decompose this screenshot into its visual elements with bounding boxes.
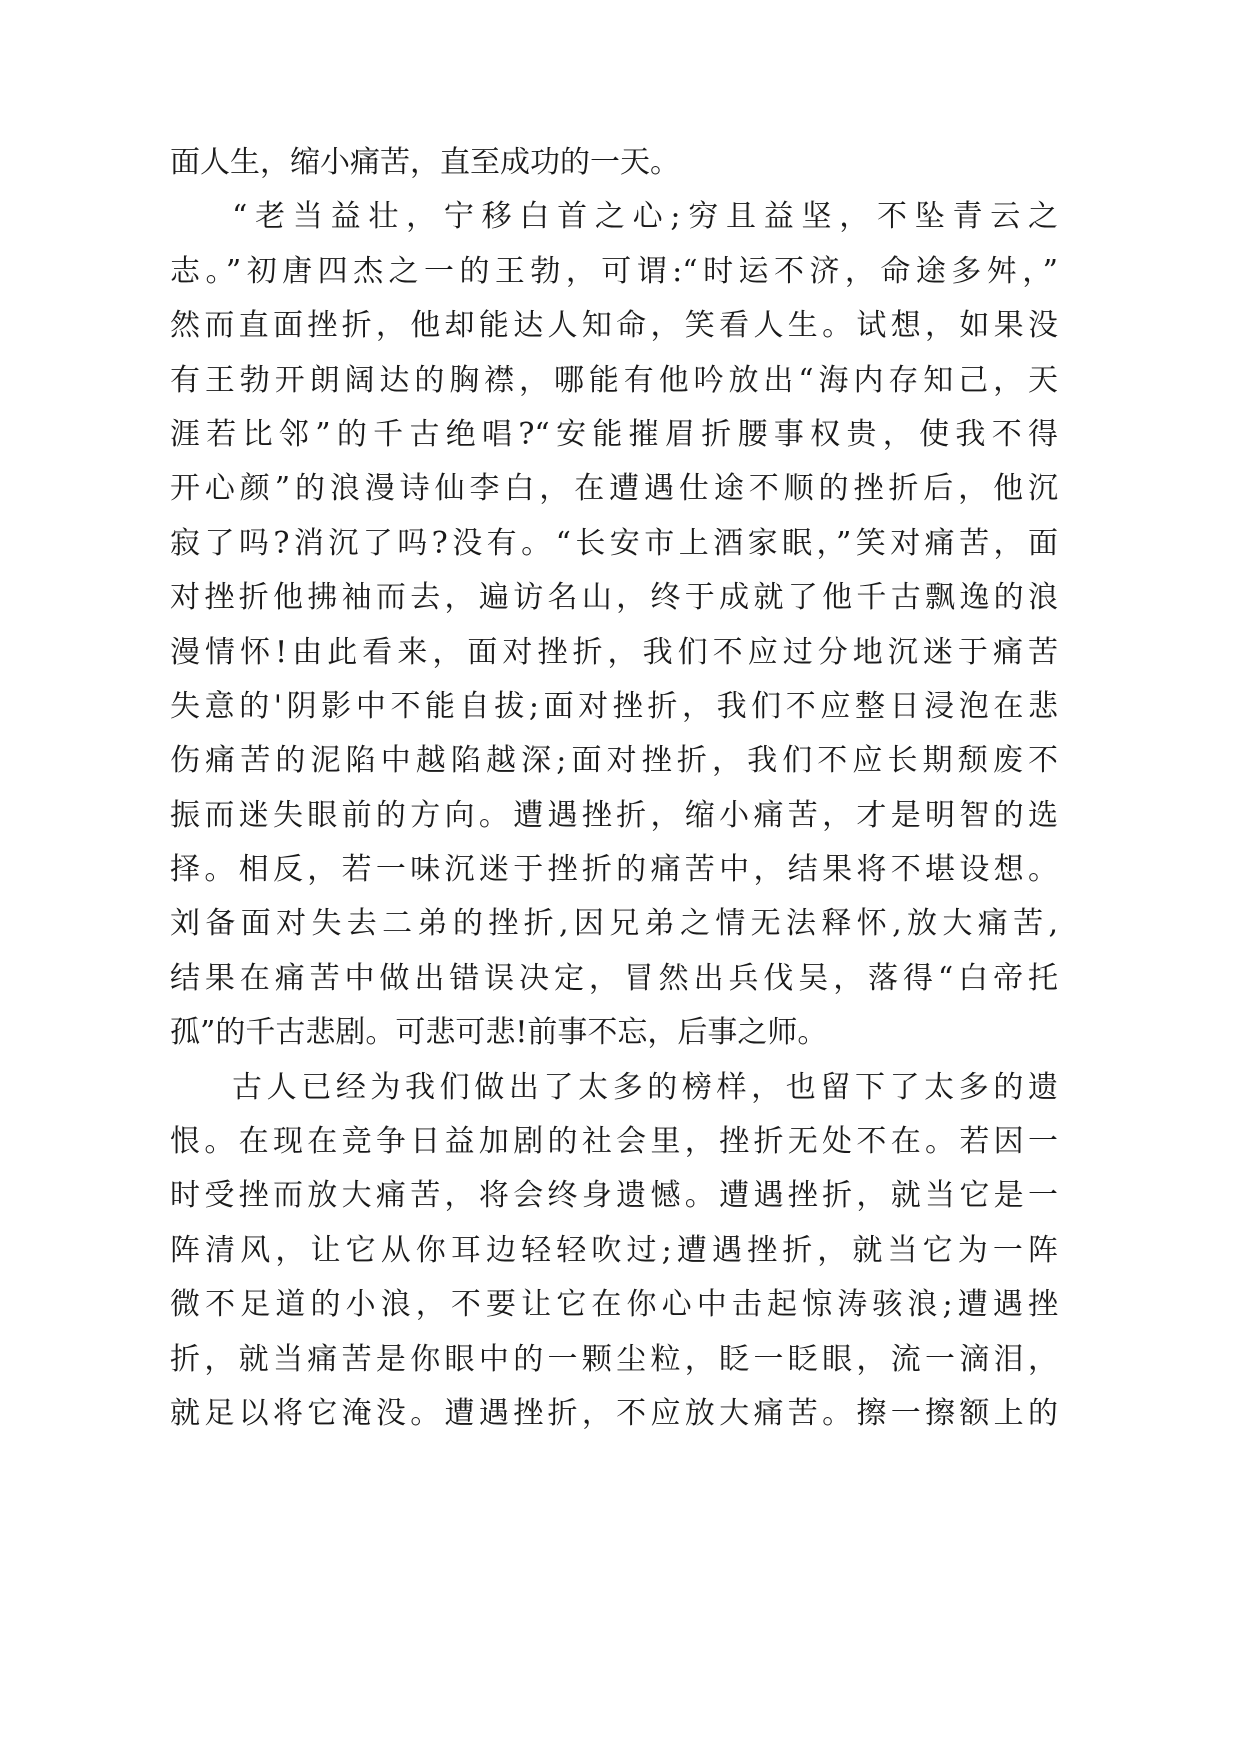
text-line: 寂了吗?消沉了吗?没有。“长安市上酒家眠，”笑对痛苦，面: [170, 525, 1058, 561]
text-line: 振而迷失眼前的方向。遭遇挫折，缩小痛苦，才是明智的选: [170, 797, 1058, 833]
text-line: 时受挫而放大痛苦，将会终身遗憾。遭遇挫折，就当它是一: [170, 1178, 1058, 1214]
text-line: 择。相反，若一味沉迷于挫折的痛苦中，结果将不堪设想。: [170, 852, 1058, 888]
text-line: 折，就当痛苦是你眼中的一颗尘粒，眨一眨眼，流一滴泪，: [170, 1341, 1058, 1377]
text-line: 微不足道的小浪，不要让它在你心中击起惊涛骇浪;遭遇挫: [170, 1287, 1058, 1323]
paragraph-3: [170, 1061, 1058, 1442]
text-line: 伤痛苦的泥陷中越陷越深;面对挫折，我们不应长期颓废不: [170, 743, 1058, 779]
text-line: 孤”的千古悲剧。可悲可悲!前事不忘，后事之师。: [170, 1015, 828, 1051]
text-line: 面人生，缩小痛苦，直至成功的一天。: [170, 145, 680, 180]
text-line: 涯若比邻”的千古绝唱?“安能摧眉折腰事权贵，使我不得: [170, 416, 1058, 452]
text-line: 失意的'阴影中不能自拔;面对挫折，我们不应整日浸泡在悲: [170, 688, 1058, 724]
text-line: 有王勃开朗阔达的胸襟，哪能有他吟放出“海内存知己，天: [170, 362, 1058, 398]
text-line: 恨。在现在竞争日益加剧的社会里，挫折无处不在。若因一: [170, 1124, 1058, 1160]
paragraph-1: [170, 136, 1058, 190]
text-line: 阵清风，让它从你耳边轻轻吹过;遭遇挫折，就当它为一阵: [170, 1232, 1058, 1268]
text-line: 开心颜”的浪漫诗仙李白，在遭遇仕途不顺的挫折后，他沉: [170, 471, 1058, 507]
text-line: 对挫折他拂袖而去，遍访名山，终于成就了他千古飘逸的浪: [170, 580, 1058, 616]
text-line: “老当益壮，宁移白首之心;穷且益坚，不坠青云之: [232, 199, 1058, 235]
text-line: 志。”初唐四杰之一的王勃，可谓:“时运不济，命途多舛，”: [170, 253, 1058, 289]
text-line: 刘备面对失去二弟的挫折,因兄弟之情无法释怀,放大痛苦,: [170, 906, 1058, 942]
text-line: 然而直面挫折，他却能达人知命，笑看人生。试想，如果没: [170, 308, 1058, 344]
text-line: 结果在痛苦中做出错误决定，冒然出兵伐吴，落得“白帝托: [170, 960, 1058, 996]
paragraph-2: [170, 190, 1058, 1060]
text-line: 漫情怀!由此看来，面对挫折，我们不应过分地沉迷于痛苦: [170, 634, 1058, 670]
body-text: [170, 136, 1058, 1441]
text-line: 古人已经为我们做出了太多的榜样，也留下了太多的遗: [232, 1069, 1058, 1105]
text-line: 就足以将它淹没。遭遇挫折，不应放大痛苦。擦一擦额上的: [170, 1395, 1058, 1431]
